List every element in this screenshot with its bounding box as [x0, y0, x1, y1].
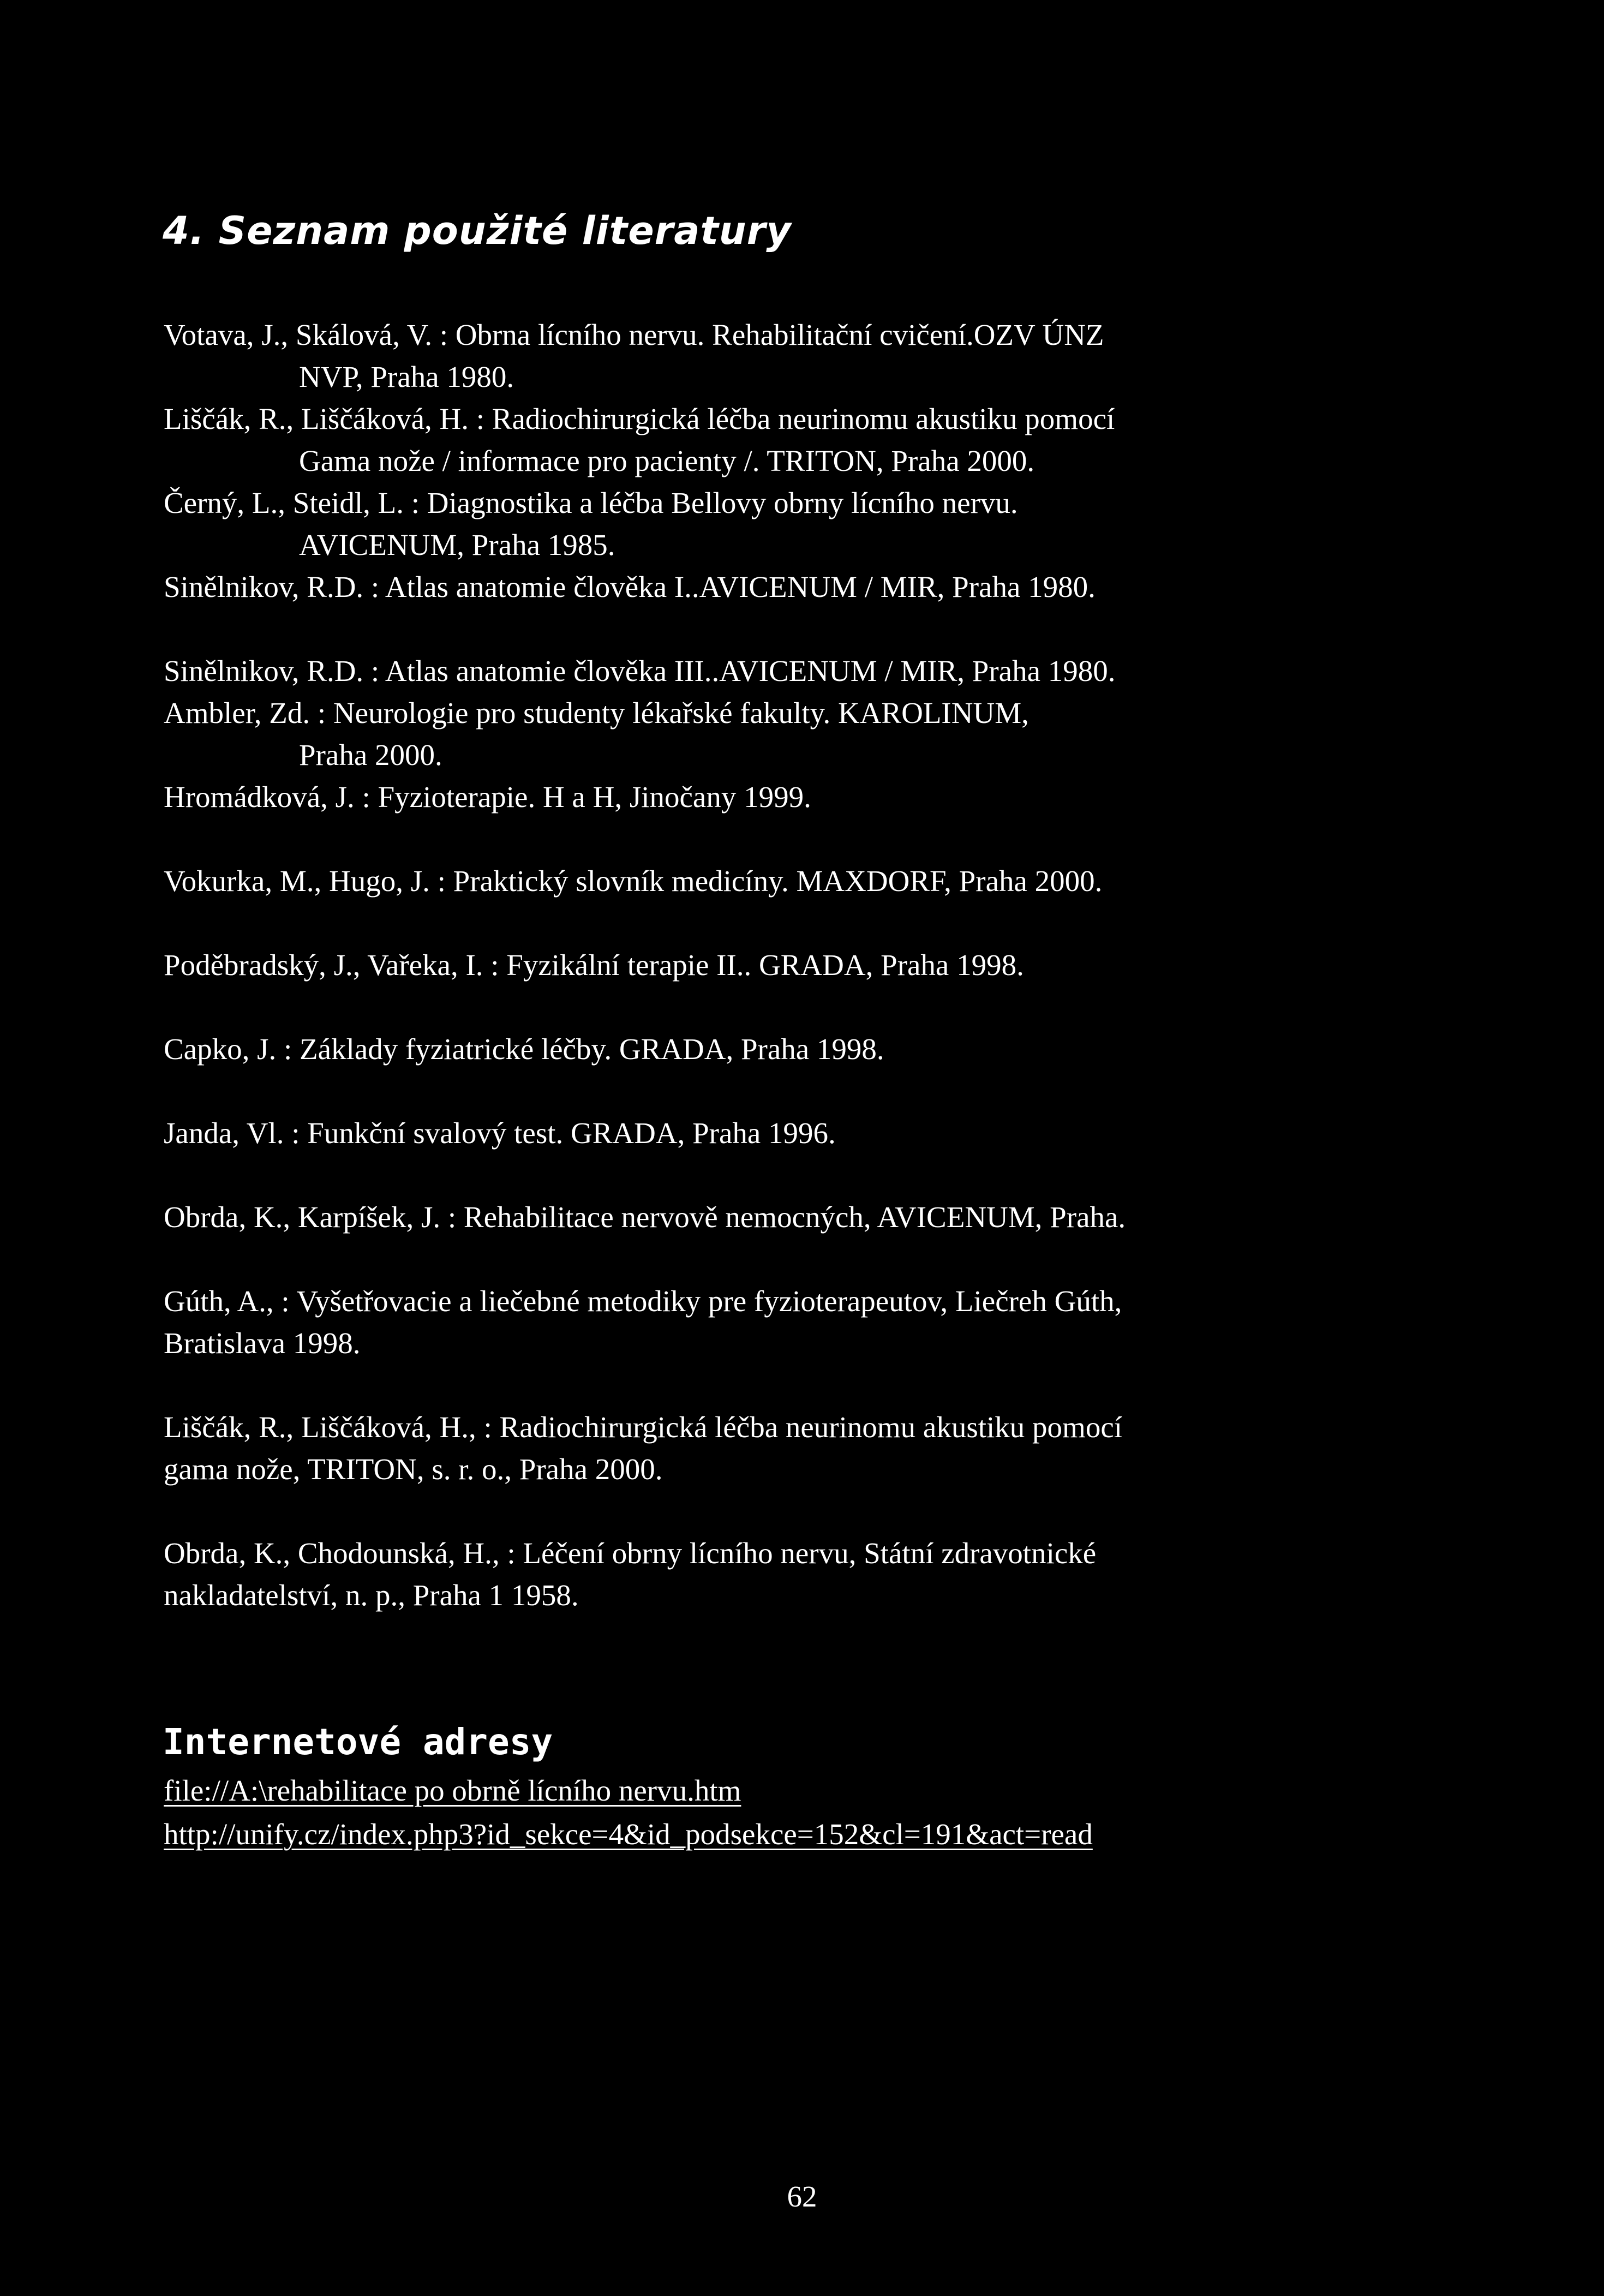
reference-first-line: Poděbradský, J., Vařeka, I. : Fyzikální terapie II.. GRADA, Praha 1998.: [164, 948, 1024, 982]
reference-item: [164, 314, 1413, 398]
reference-continuation: nakladatelství, n. p., Praha 1 1958.: [164, 1578, 579, 1612]
reference-continuation: Gama nože / informace pro pacienty /. TRITON, Praha 2000.: [299, 444, 1035, 477]
reference-first-line: Ambler, Zd. : Neurologie pro studenty lékařské fakulty. KAROLINUM,: [164, 696, 1029, 730]
reference-item: [164, 650, 1413, 692]
reference-item: [164, 566, 1413, 608]
reference-item: [164, 1028, 1413, 1070]
reference-first-line: Obrda, K., Karpíšek, J. : Rehabilitace nervově nemocných, AVICENUM, Praha.: [164, 1200, 1126, 1234]
reference-first-line: Černý, L., Steidl, L. : Diagnostika a léčba Bellovy obrny lícního nervu.: [164, 486, 1018, 519]
reference-first-line: Obrda, K., Chodounská, H., : Léčení obrny lícního nervu, Státní zdravotnické: [164, 1536, 1097, 1570]
reference-first-line: Sinělnikov, R.D. : Atlas anatomie člověka III..AVICENUM / MIR, Praha 1980.: [164, 654, 1116, 687]
reference-item: [164, 692, 1413, 776]
reference-first-line: Vokurka, M., Hugo, J. : Praktický slovník medicíny. MAXDORF, Praha 2000.: [164, 864, 1103, 898]
reference-item: [164, 776, 1413, 818]
page-number: 62: [787, 2180, 817, 2213]
reference-first-line: Votava, J., Skálová, V. : Obrna lícního nervu. Rehabilitační cvičení.OZV ÚNZ: [164, 318, 1104, 351]
reference-first-line: Sinělnikov, R.D. : Atlas anatomie člověka I..AVICENUM / MIR, Praha 1980.: [164, 570, 1096, 603]
section-heading: 4. Seznam použité literatury: [163, 208, 792, 253]
reference-first-line: Capko, J. : Základy fyziatrické léčby. GRADA, Praha 1998.: [164, 1032, 884, 1066]
reference-item: [164, 860, 1413, 902]
reference-first-line: Hromádková, J. : Fyzioterapie. H a H, Jinočany 1999.: [164, 780, 811, 814]
reference-item: [164, 1280, 1413, 1364]
internet-addresses-heading: Internetové adresy: [163, 1721, 553, 1763]
web-link[interactable]: http://unify.cz/index.php3?id_sekce=4&id_podsekce=152&cl=191&act=read: [164, 1817, 1093, 1851]
reference-item: [164, 1112, 1413, 1154]
file-link[interactable]: file://A:\rehabilitace po obrně lícního nervu.htm: [164, 1774, 741, 1807]
reference-first-line: Janda, Vl. : Funkční svalový test. GRADA, Praha 1996.: [164, 1116, 836, 1150]
reference-item: [164, 1196, 1413, 1238]
reference-item: [164, 398, 1413, 482]
reference-item: [164, 1406, 1413, 1490]
reference-list: [164, 314, 1413, 1616]
internet-address-list: [164, 1769, 1093, 1856]
reference-first-line: Liščák, R., Liščáková, H., : Radiochirurgická léčba neurinomu akustiku pomocí: [164, 1410, 1123, 1444]
reference-continuation: gama nože, TRITON, s. r. o., Praha 2000.: [164, 1452, 663, 1486]
reference-item: [164, 482, 1413, 566]
reference-first-line: Liščák, R., Liščáková, H. : Radiochirurgická léčba neurinomu akustiku pomocí: [164, 402, 1115, 435]
reference-first-line: Gúth, A., : Vyšetřovacie a liečebné metodiky pre fyzioterapeutov, Liečreh Gúth,: [164, 1284, 1122, 1318]
reference-continuation: AVICENUM, Praha 1985.: [299, 528, 615, 561]
reference-continuation: NVP, Praha 1980.: [299, 360, 514, 393]
reference-item: [164, 1532, 1413, 1616]
reference-item: [164, 944, 1413, 986]
reference-continuation: Praha 2000.: [299, 738, 442, 772]
reference-continuation: Bratislava 1998.: [164, 1326, 361, 1360]
